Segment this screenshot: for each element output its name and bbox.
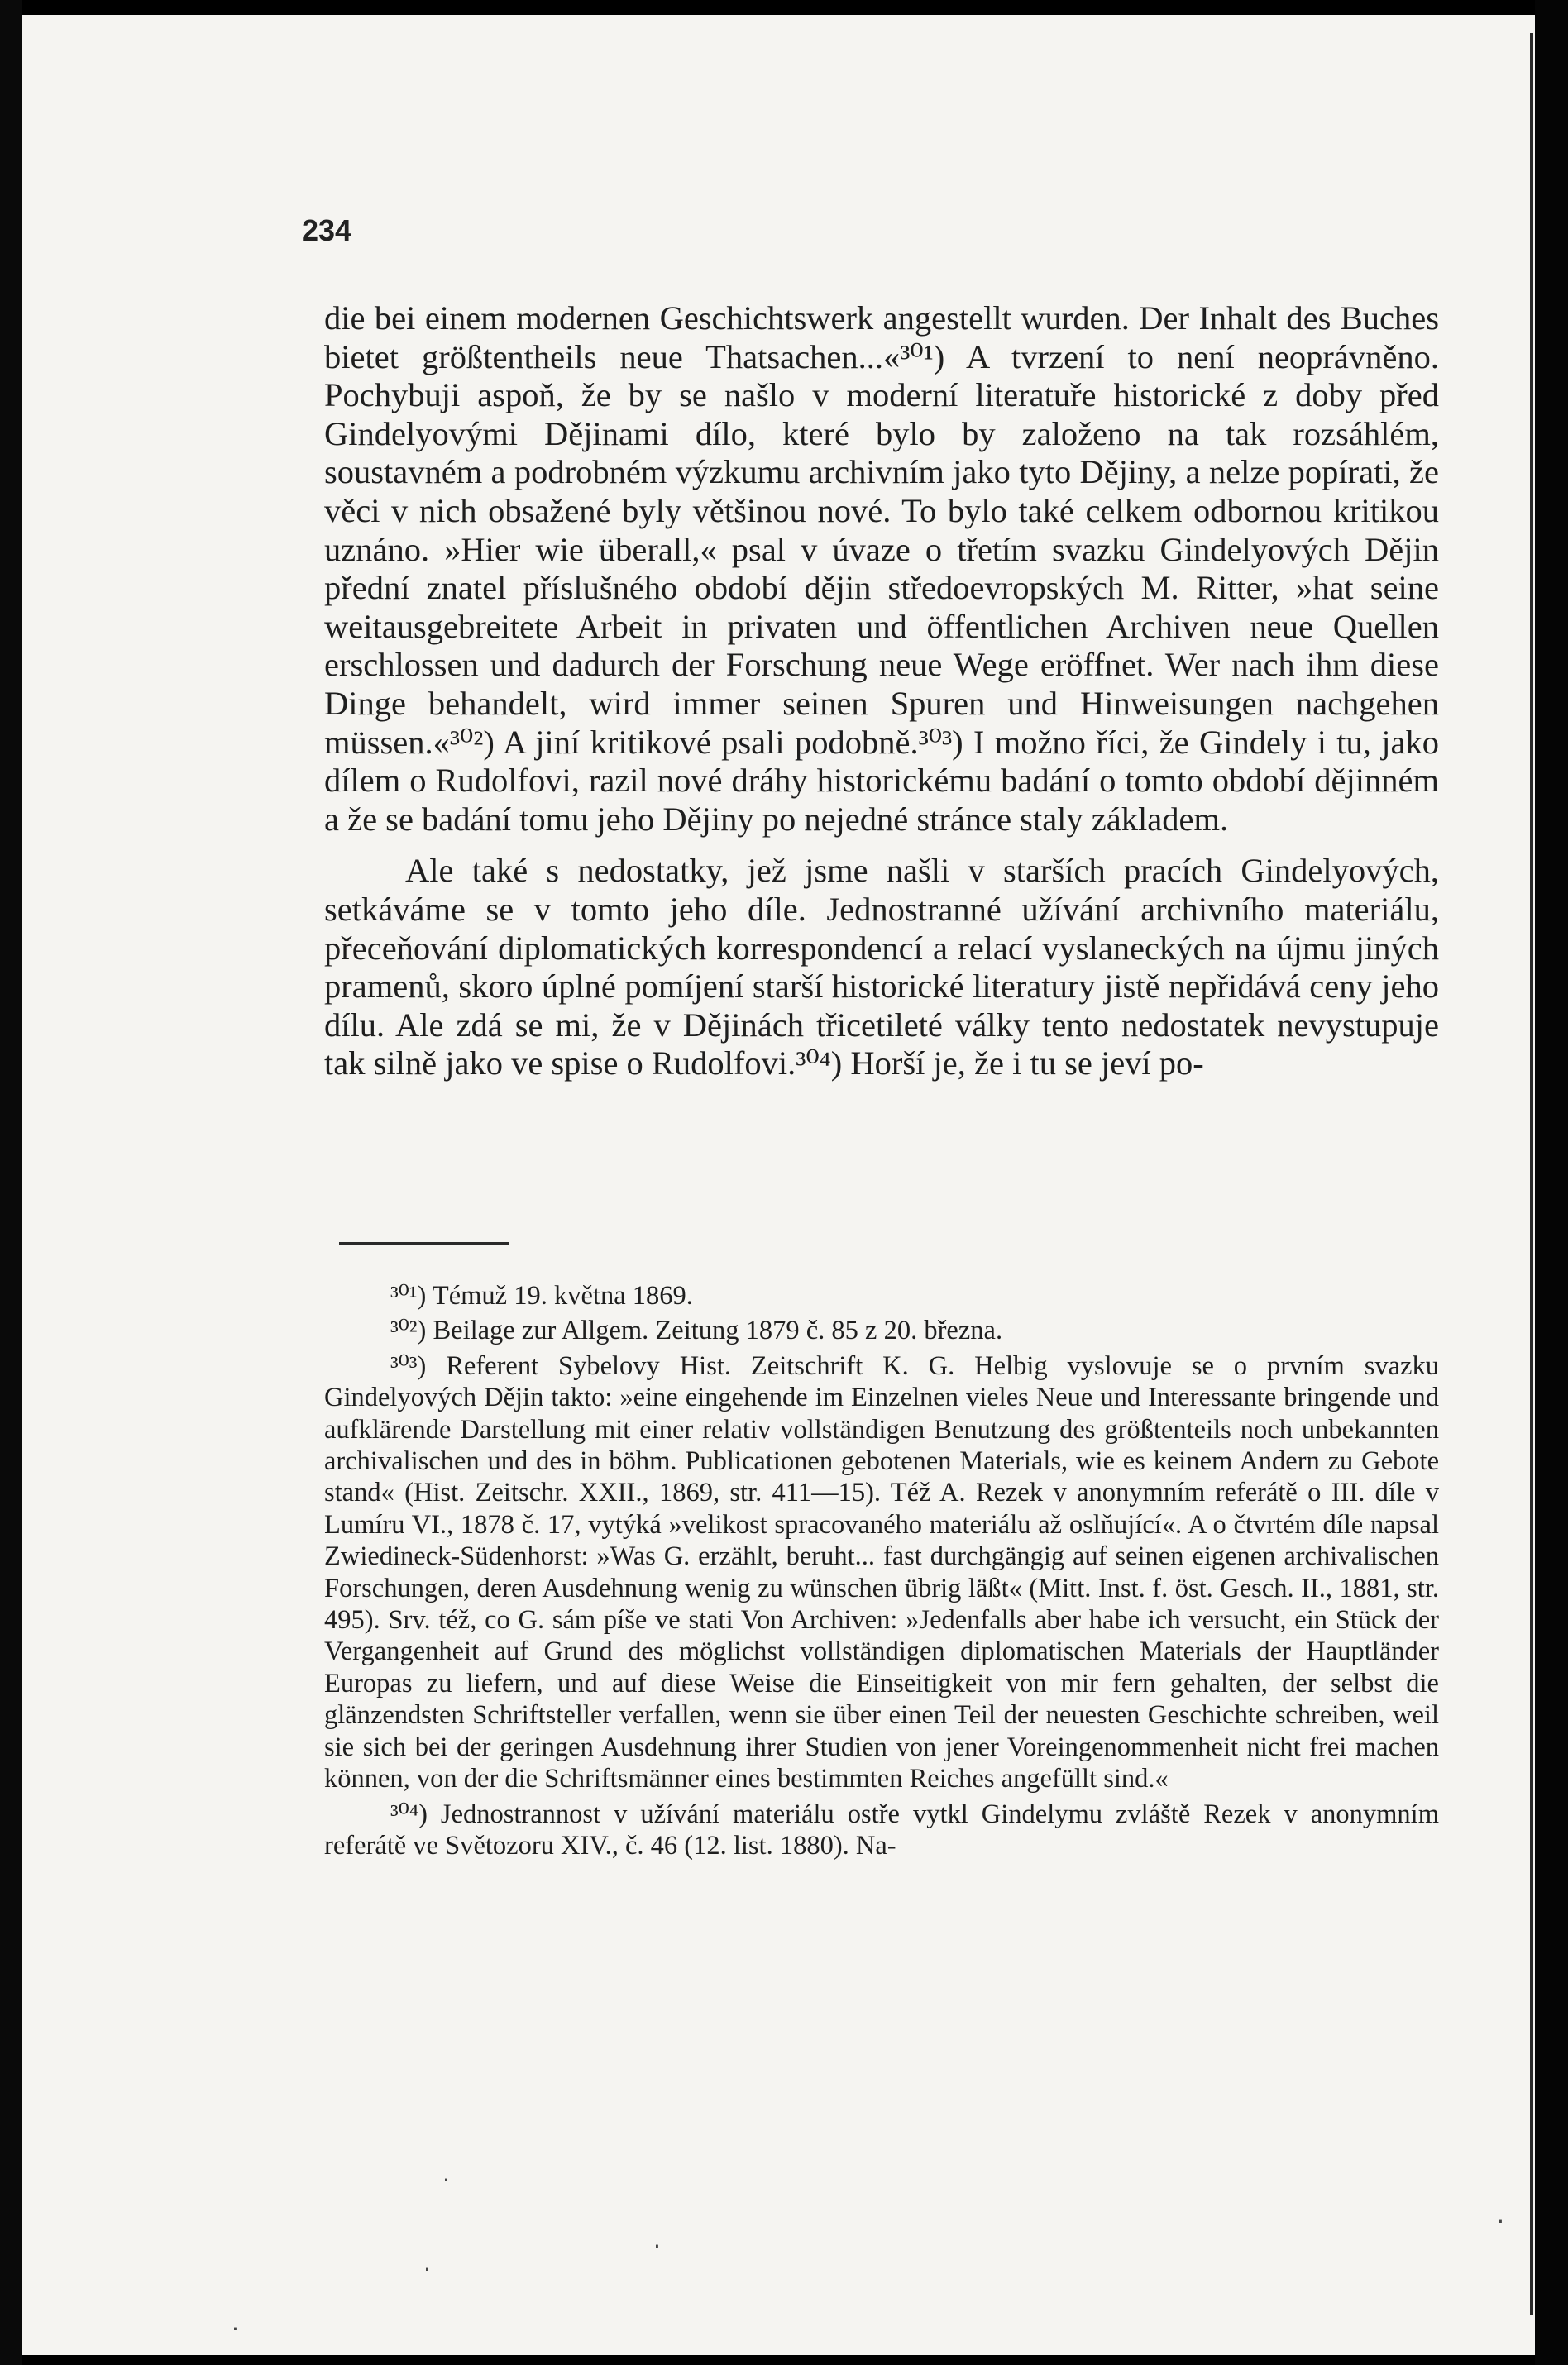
dust-speck: · (442, 2167, 450, 2194)
dust-speck: · (1497, 2208, 1504, 2235)
dust-speck: · (232, 2315, 239, 2343)
footnote-304: ³⁰⁴) Jednostrannost v užívání materiálu ostře vytkl Gindelymu zvláště Rezek v anonymním referátě ve Světozoru XIV., č. 46 (12. list. 1880). Na- (324, 1799, 1439, 1861)
dust-speck: · (653, 2233, 661, 2260)
footnote-302: ³⁰²) Beilage zur Allgem. Zeitung 1879 č. 85 z 20. března. (390, 1316, 1003, 1346)
footnote-301: ³⁰¹) Témuž 19. května 1869. (390, 1281, 693, 1311)
paragraph-2: Ale také s nedostatky, jež jsme našli v starších pracích Gindelyových, setkáváme se v tomto jeho díle. Jednostranné užívání archivního materiálu, přeceňování diplomatických korrespondencí a relací vyslaneckých na újmu jiných pramenů, skoro úplné pomíjení starší historické literatury jistě nepřidává ceny jeho dílu. Ale zdá se mi, že v Dějinách třicetileté války tento nedostatek nevystupuje tak silně jako ve spise o Rudolfovi.³⁰⁴) Horší je, že i tu se jeví po- (324, 852, 1439, 1082)
page-number: 234 (302, 213, 352, 247)
footnote-303: ³⁰³) Referent Sybelovy Hist. Zeitschrift K. G. Helbig vyslovuje se o prvním svazku Gindelyových Dějin takto: »eine eingehende im Einzelnen vieles Neue und Interessante bringende und aufklärende Darstellung mit einer relativ vollständigen Benutzung des größtenteils noch unbekannten archivalischen und des in böhm. Publicationen gebotenen Materials, wie es keinem Andern zu Gebote stand« (Hist. Zeitschr. XXII., 1869, str. 411—15). Též A. Rezek v anonymním referátě o III. díle v Lumíru VI., 1878 č. 17, vytýká »velikost spracovaného materiálu až oslňující«. A o čtvrtém díle napsal Zwiedineck-Südenhorst: »Was G. erzählt, beruht... fast durchgängig auf seinen eigenen archivalischen Forschungen, deren Ausdehnung wenig zu wünschen übrig läßt« (Mitt. Inst. f. öst. Gesch. II., 1881, str. 495). Srv. též, co G. sám píše ve stati Von Archiven: »Jedenfalls aber habe ich versucht, ein Stück der Vergangenheit auf Grund des möglichst vollständigen diplomatischen Materials der Hauptländer Europas zu liefern, und auf diese Weise die Einseitigkeit von mir fern gehalten, der selbst die glänzendsten Schriftsteller verfallen, wenn sie über einen Teil der neuesten Geschichte schreiben, weil sie sich bei der geringen Ausdehnung ihrer Studien von jener Voreingenommenheit nicht frei machen können, von der die Schriftsmänner eines bestimmten Reiches angefüllt sind.« (324, 1350, 1439, 1794)
paragraph-1: die bei einem modernen Geschichtswerk angestellt wurden. Der Inhalt des Buches bietet größtentheils neue Thatsachen...«³⁰¹) A tvrzení to není neoprávněno. Pochybuji aspoň, že by se našlo v moderní literatuře historické z doby před Gindelyovými Dějinami dílo, které bylo by založeno na tak rozsáhlém, soustavném a podrobném výzkumu archivním jako tyto Dějiny, a nelze popírati, že věci v nich obsažené byly většinou nové. To bylo také celkem odbornou kritikou uznáno. »Hier wie überall,« psal v úvaze o třetím svazku Gindelyových Dějin přední znatel příslušného období dějin středoevropských M. Ritter, »hat seine weitausgebreitete Arbeit in privaten und öffentlichen Archiven neue Quellen erschlossen und dadurch der Forschung neue Wege eröffnet. Wer nach ihm diese Dinge behandelt, wird immer seinen Spuren und Hinweisungen nachgehen müssen.«³⁰²) A jiní kritikové psali podobně.³⁰³) I možno říci, že Gindely i tu, jako dílem o Rudolfovi, razil nové dráhy historickému badání o tomto období dějinném a že se badání tomu jeho Dějiny po nejedné stránce staly základem. (324, 299, 1439, 838)
dust-speck: · (423, 2256, 431, 2283)
